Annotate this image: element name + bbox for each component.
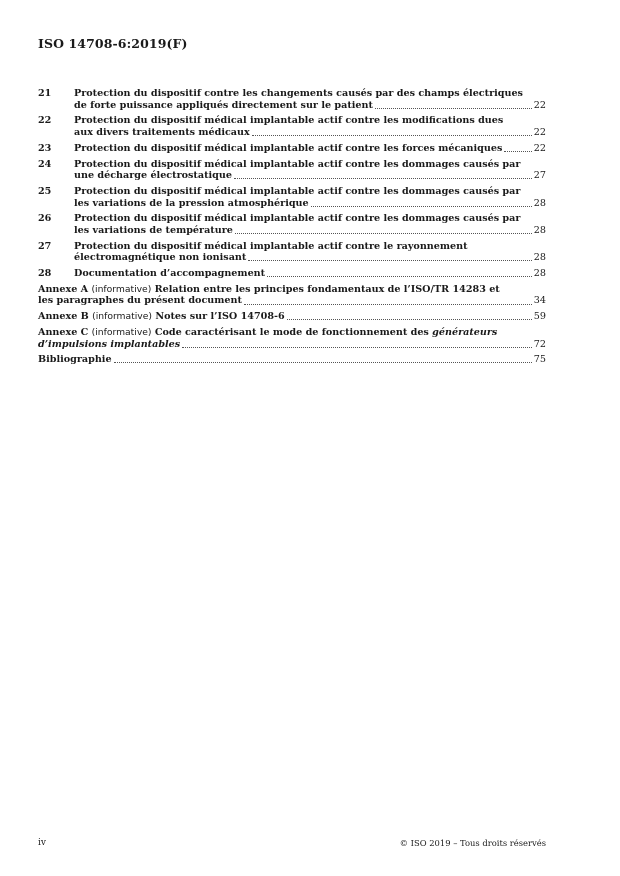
toc-entry-28[interactable] — [38, 268, 546, 280]
annex-page: 72 — [533, 338, 546, 350]
toc-entry-page: 28 — [533, 252, 546, 264]
annex-type: (informative) — [92, 311, 152, 323]
dot-leader — [287, 319, 532, 320]
toc-entry-page: 28 — [533, 268, 546, 280]
annex-title-line1: Code caractérisant le mode de fonctionnement des — [154, 326, 433, 338]
toc-entry-title-line1: Protection du dispositif médical implantable actif contre les dommages causés par — [74, 158, 521, 170]
dot-leader — [248, 260, 531, 261]
annex-page: 59 — [533, 311, 546, 323]
dot-leader — [244, 304, 532, 305]
toc-entry-number: 25 — [38, 185, 52, 197]
toc-entry-number: 28 — [38, 268, 52, 280]
annex-title-line2: d’impulsions implantables — [38, 338, 181, 350]
dot-leader — [114, 362, 532, 363]
toc-entry-page: 28 — [533, 197, 546, 209]
dot-leader — [267, 276, 532, 277]
toc-entry-number: 24 — [38, 158, 52, 170]
annex-page: 34 — [533, 295, 546, 307]
toc-bibliography[interactable] — [38, 354, 546, 366]
copyright-notice: © ISO 2019 – Tous droits réservés — [399, 838, 546, 848]
toc-entry-title-line1: Protection du dispositif médical implantable actif contre le rayonnement — [74, 240, 468, 252]
toc-entry-page: 22 — [533, 126, 546, 138]
annex-title-line1: Relation entre les principes fondamentaux de l’ISO/TR 14283 et — [154, 283, 500, 295]
table-of-contents — [38, 88, 546, 370]
toc-entry-title-line2: les variations de la pression atmosphérique — [74, 197, 309, 209]
dot-leader — [182, 347, 532, 348]
toc-entry-title-line2: de forte puissance appliqués directement sur le patient — [74, 99, 373, 111]
toc-entry-title-line1: Protection du dispositif médical implantable actif contre les modifications dues — [74, 115, 504, 127]
toc-entry-number: 27 — [38, 240, 52, 252]
annex-type: (informative) — [91, 283, 152, 295]
toc-entry-title-line2: électromagnétique non ionisant — [74, 252, 247, 264]
toc-entry-page: 22 — [533, 99, 546, 111]
toc-entry-25[interactable] — [38, 186, 546, 209]
annex-type: (informative) — [91, 326, 152, 338]
toc-entry-number: 22 — [38, 115, 52, 127]
annex-label: Annexe A — [38, 283, 89, 295]
dot-leader — [235, 233, 532, 234]
toc-entry-page: 28 — [533, 224, 546, 236]
toc-entry-26[interactable] — [38, 213, 546, 236]
toc-entry-title: Protection du dispositif médical implantable actif contre les forces mécaniques — [74, 142, 503, 154]
annex-title-line1-italic: générateurs — [432, 326, 498, 338]
toc-entry-number: 26 — [38, 213, 52, 225]
toc-entry-23[interactable] — [38, 143, 546, 155]
toc-entry-page: 22 — [533, 142, 546, 154]
toc-entry-22[interactable] — [38, 115, 546, 138]
toc-entry-title-line2: les variations de température — [74, 224, 233, 236]
bibliography-label: Bibliographie — [38, 354, 112, 366]
dot-leader — [252, 135, 532, 136]
annex-label: Annexe C — [38, 326, 89, 338]
dot-leader — [375, 108, 532, 109]
dot-leader — [234, 178, 532, 179]
toc-entry-number: 21 — [38, 88, 52, 99]
toc-entry-27[interactable] — [38, 241, 546, 264]
document-header: ISO 14708-6:2019(F) — [38, 36, 188, 51]
toc-entry-21[interactable] — [38, 88, 546, 111]
toc-entry-title-line1: Protection du dispositif médical implantable actif contre les dommages causés par — [74, 185, 521, 197]
toc-entry-title-line1: Protection du dispositif médical implantable actif contre les dommages causés par — [74, 213, 521, 225]
toc-entry-title-line2: aux divers traitements médicaux — [74, 126, 250, 138]
toc-entry-title: Documentation d’accompagnement — [74, 268, 266, 280]
toc-entry-title-line2: une décharge électrostatique — [74, 170, 232, 182]
annex-title-line2: les paragraphes du présent document — [38, 295, 242, 307]
toc-annex-b[interactable] — [38, 311, 546, 323]
toc-entry-number: 23 — [38, 142, 52, 154]
bibliography-page: 75 — [533, 354, 546, 366]
toc-entry-24[interactable] — [38, 159, 546, 182]
annex-title: Notes sur l’ISO 14708-6 — [155, 311, 285, 323]
dot-leader — [504, 151, 531, 152]
annex-label: Annexe B — [38, 311, 89, 323]
dot-leader — [311, 206, 532, 207]
toc-entry-title-line1: Protection du dispositif contre les changements causés par des champs électriques — [74, 88, 523, 99]
toc-annex-a[interactable] — [38, 284, 546, 307]
page-number: iv — [38, 838, 46, 848]
toc-entry-page: 27 — [533, 170, 546, 182]
toc-annex-c[interactable] — [38, 327, 546, 350]
